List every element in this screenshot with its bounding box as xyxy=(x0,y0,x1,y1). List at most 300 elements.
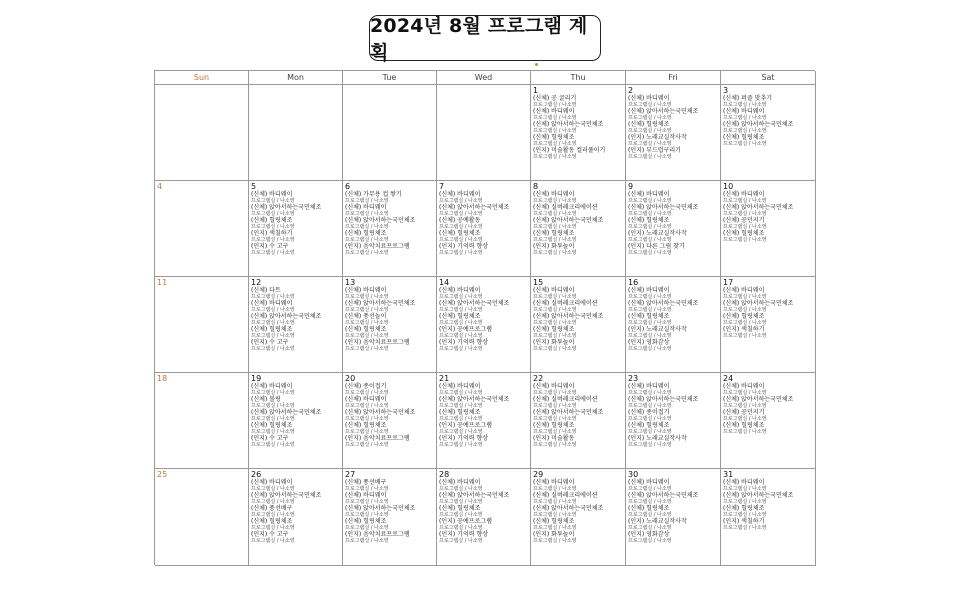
day-number: 1 xyxy=(533,86,539,95)
program-event xyxy=(251,300,342,313)
event-location: 프로그램실 / 나소영 xyxy=(628,294,672,300)
program-event xyxy=(251,326,342,339)
event-title: (인지) 공예프로그램 xyxy=(439,518,492,525)
program-event xyxy=(345,243,436,256)
event-location: 프로그램실 / 나소영 xyxy=(628,486,672,492)
day-number: 6 xyxy=(345,182,351,191)
event-location: 프로그램실 / 나소영 xyxy=(533,499,577,505)
calendar-day-cell[interactable] xyxy=(249,469,343,566)
program-event xyxy=(533,339,625,352)
event-location: 프로그램실 / 나소영 xyxy=(439,320,483,326)
program-event xyxy=(628,230,720,243)
program-event xyxy=(628,505,720,518)
event-location: 프로그램실 / 나소영 xyxy=(251,307,295,313)
program-event xyxy=(439,409,530,422)
program-event xyxy=(628,518,720,531)
program-event xyxy=(345,505,436,518)
program-event xyxy=(723,95,815,108)
event-location: 프로그램실 / 나소영 xyxy=(345,499,389,505)
event-location: 프로그램실 / 나소영 xyxy=(251,442,295,448)
event-title: (신체) 실버레크리에이션 xyxy=(533,300,598,307)
event-location: 프로그램실 / 나소영 xyxy=(723,307,767,313)
program-event xyxy=(439,300,530,313)
event-location: 프로그램실 / 나소영 xyxy=(345,512,389,518)
event-title: (신체) 앉아서하는국민체조 xyxy=(251,409,322,416)
event-location: 프로그램실 / 나소영 xyxy=(533,333,577,339)
calendar-day-cell[interactable] xyxy=(155,373,249,469)
event-title: (신체) 앉아서하는국민체조 xyxy=(439,492,510,499)
calendar-day-cell[interactable] xyxy=(721,85,816,181)
program-event xyxy=(723,134,815,147)
program-event xyxy=(628,204,720,217)
event-location: 프로그램실 / 나소영 xyxy=(533,115,577,121)
event-title: (신체) 퍼즐 맞추기 xyxy=(723,95,773,102)
weekday-header-2: Tue xyxy=(343,71,437,85)
program-event xyxy=(723,409,815,422)
event-title: (신체) 바디웨이 xyxy=(533,479,575,486)
event-title: (신체) 바디웨이 xyxy=(439,191,481,198)
day-number: 14 xyxy=(439,278,450,287)
calendar-day-cell[interactable] xyxy=(343,85,437,181)
event-title: (신체) 바디웨이 xyxy=(628,95,670,102)
program-event xyxy=(533,121,625,134)
event-title: (인지) 미술활동 컬러풀이기 xyxy=(533,147,606,154)
calendar-day-cell[interactable] xyxy=(343,469,437,566)
event-title: (인지) 음악치료프로그램 xyxy=(345,435,410,442)
event-title: (신체) 힐링체조 xyxy=(533,134,575,141)
event-title: (신체) 공 굴리기 xyxy=(533,95,577,102)
event-title: (신체) 바디웨이 xyxy=(628,191,670,198)
event-title: (신체) 앉아서하는국민체조 xyxy=(251,204,322,211)
event-title: (신체) 바디웨이 xyxy=(439,479,481,486)
event-location: 프로그램실 / 나소영 xyxy=(723,294,767,300)
event-title: (신체) 앉아서하는국민체조 xyxy=(251,492,322,499)
program-event xyxy=(628,300,720,313)
calendar-day-cell[interactable] xyxy=(249,181,343,277)
event-location: 프로그램실 / 나소영 xyxy=(439,224,483,230)
event-location: 프로그램실 / 나소영 xyxy=(533,403,577,409)
calendar-day-cell[interactable] xyxy=(531,181,626,277)
program-event xyxy=(439,383,530,396)
program-event xyxy=(345,492,436,505)
program-event xyxy=(345,204,436,217)
program-event xyxy=(723,326,815,339)
event-title: (신체) 힐링체조 xyxy=(533,230,575,237)
program-event xyxy=(628,492,720,505)
calendar-day-cell[interactable] xyxy=(531,469,626,566)
calendar-day-cell[interactable] xyxy=(721,373,816,469)
day-number: 22 xyxy=(533,374,544,383)
event-title: (신체) 바디웨이 xyxy=(251,383,293,390)
program-event xyxy=(345,191,436,204)
program-event xyxy=(628,121,720,134)
program-event xyxy=(345,339,436,352)
program-event xyxy=(533,147,625,160)
day-number: 30 xyxy=(628,470,639,479)
calendar-day-cell[interactable] xyxy=(155,181,249,277)
event-location: 프로그램실 / 나소영 xyxy=(345,390,389,396)
event-title: (신체) 바디웨이 xyxy=(723,108,765,115)
event-location: 프로그램실 / 나소영 xyxy=(628,499,672,505)
event-title: (신체) 볼링 xyxy=(251,396,281,403)
event-location: 프로그램실 / 나소영 xyxy=(628,525,672,531)
program-event xyxy=(439,435,530,448)
event-title: (신체) 공예활동 xyxy=(439,217,481,224)
program-event xyxy=(345,518,436,531)
event-location: 프로그램실 / 나소영 xyxy=(628,512,672,518)
weekday-header-1: Mon xyxy=(249,71,343,85)
program-event xyxy=(345,383,436,396)
day-number: 9 xyxy=(628,182,634,191)
program-event xyxy=(345,479,436,492)
event-location: 프로그램실 / 나소영 xyxy=(345,538,389,544)
calendar-day-cell[interactable] xyxy=(249,85,343,181)
event-location: 프로그램실 / 나소영 xyxy=(723,211,767,217)
event-title: (신체) 바디웨이 xyxy=(533,108,575,115)
event-location: 프로그램실 / 나소영 xyxy=(533,211,577,217)
event-title: (신체) 앉아서하는국민체조 xyxy=(345,409,416,416)
day-number: 15 xyxy=(533,278,544,287)
event-location: 프로그램실 / 나소영 xyxy=(628,102,672,108)
event-location: 프로그램실 / 나소영 xyxy=(723,429,767,435)
event-location: 프로그램실 / 나소영 xyxy=(628,128,672,134)
program-event xyxy=(439,531,530,544)
day-number: 3 xyxy=(723,86,729,95)
day-number: 26 xyxy=(251,470,262,479)
event-location: 프로그램실 / 나소영 xyxy=(533,154,577,160)
program-event xyxy=(533,191,625,204)
event-title: (신체) 바디웨이 xyxy=(345,287,387,294)
event-title: (인지) 공예프로그램 xyxy=(439,326,492,333)
event-title: (신체) 앉아서하는국민체조 xyxy=(533,121,604,128)
day-number: 10 xyxy=(723,182,734,191)
day-number: 18 xyxy=(157,374,168,383)
event-title: (신체) 힐링체조 xyxy=(628,422,670,429)
weekday-header-6: Sat xyxy=(721,71,816,85)
program-event xyxy=(439,422,530,435)
calendar-day-cell[interactable] xyxy=(437,373,531,469)
calendar-day-cell[interactable] xyxy=(249,277,343,373)
event-title: (인지) 노래교실작사작 xyxy=(628,230,687,237)
event-title: (신체) 바디웨이 xyxy=(251,191,293,198)
program-event xyxy=(251,230,342,243)
event-location: 프로그램실 / 나소영 xyxy=(723,525,767,531)
program-event xyxy=(628,147,720,160)
program-event xyxy=(628,217,720,230)
event-location: 프로그램실 / 나소영 xyxy=(628,154,672,160)
calendar-day-cell[interactable] xyxy=(626,277,721,373)
program-event xyxy=(251,204,342,217)
event-title: (신체) 바디웨이 xyxy=(345,204,387,211)
calendar-day-cell[interactable] xyxy=(437,277,531,373)
program-event xyxy=(628,531,720,544)
calendar-day-cell[interactable] xyxy=(721,469,816,566)
program-event xyxy=(345,326,436,339)
program-event xyxy=(439,505,530,518)
event-location: 프로그램실 / 나소영 xyxy=(533,102,577,108)
event-location: 프로그램실 / 나소영 xyxy=(628,198,672,204)
event-location: 프로그램실 / 나소영 xyxy=(723,198,767,204)
calendar-day-cell[interactable] xyxy=(626,373,721,469)
event-title: (신체) 힐링체조 xyxy=(439,230,481,237)
program-event xyxy=(533,204,625,217)
event-location: 프로그램실 / 나소영 xyxy=(723,416,767,422)
event-location: 프로그램실 / 나소영 xyxy=(251,403,295,409)
program-event xyxy=(723,217,815,230)
event-title: (인지) 화투놀이 xyxy=(533,531,575,538)
event-title: (인지) 화투놀이 xyxy=(533,339,575,346)
event-location: 프로그램실 / 나소영 xyxy=(533,416,577,422)
event-location: 프로그램실 / 나소영 xyxy=(345,486,389,492)
event-location: 프로그램실 / 나소영 xyxy=(439,442,483,448)
event-title: (신체) 풍선놀이 xyxy=(345,313,387,320)
calendar-day-cell[interactable] xyxy=(531,277,626,373)
event-location: 프로그램실 / 나소영 xyxy=(628,390,672,396)
day-number: 4 xyxy=(157,182,163,191)
program-event xyxy=(345,409,436,422)
event-location: 프로그램실 / 나소영 xyxy=(251,346,295,352)
day-number: 20 xyxy=(345,374,356,383)
event-location: 프로그램실 / 나소영 xyxy=(723,141,767,147)
event-location: 프로그램실 / 나소영 xyxy=(439,486,483,492)
program-event xyxy=(723,422,815,435)
program-event xyxy=(628,396,720,409)
program-event xyxy=(533,230,625,243)
event-location: 프로그램실 / 나소영 xyxy=(251,294,295,300)
event-location: 프로그램실 / 나소영 xyxy=(251,486,295,492)
program-event xyxy=(439,339,530,352)
event-location: 프로그램실 / 나소영 xyxy=(439,538,483,544)
event-location: 프로그램실 / 나소영 xyxy=(723,102,767,108)
program-event xyxy=(628,95,720,108)
program-event xyxy=(251,243,342,256)
weekday-header-3: Wed xyxy=(437,71,531,85)
event-title: (신체) 다트 xyxy=(251,287,281,294)
program-event xyxy=(628,339,720,352)
event-title: (인지) 부드럽구리기 xyxy=(628,147,681,154)
event-location: 프로그램실 / 나소영 xyxy=(251,320,295,326)
event-title: (신체) 앉아서하는국민체조 xyxy=(439,396,510,403)
program-event xyxy=(533,518,625,531)
event-location: 프로그램실 / 나소영 xyxy=(723,115,767,121)
calendar-day-cell[interactable] xyxy=(343,181,437,277)
calendar-day-cell[interactable] xyxy=(343,373,437,469)
calendar-day-cell[interactable] xyxy=(531,373,626,469)
event-title: (인지) 공예프로그램 xyxy=(439,422,492,429)
event-title: (신체) 앉아서하는국민체조 xyxy=(628,108,699,115)
program-event xyxy=(628,243,720,256)
event-location: 프로그램실 / 나소영 xyxy=(439,307,483,313)
calendar-day-cell[interactable] xyxy=(249,373,343,469)
event-location: 프로그램실 / 나소영 xyxy=(345,250,389,256)
calendar-day-cell[interactable] xyxy=(343,277,437,373)
event-title: (인지) 음악치료프로그램 xyxy=(345,531,410,538)
event-location: 프로그램실 / 나소영 xyxy=(723,237,767,243)
event-title: (인지) 노래교실작사작 xyxy=(628,435,687,442)
program-event xyxy=(251,191,342,204)
event-location: 프로그램실 / 나소영 xyxy=(251,198,295,204)
event-location: 프로그램실 / 나소영 xyxy=(251,525,295,531)
calendar-day-cell[interactable] xyxy=(626,85,721,181)
event-location: 프로그램실 / 나소영 xyxy=(533,525,577,531)
day-number: 21 xyxy=(439,374,450,383)
program-event xyxy=(439,243,530,256)
event-location: 프로그램실 / 나소영 xyxy=(251,429,295,435)
calendar-day-cell[interactable] xyxy=(437,181,531,277)
program-event xyxy=(533,492,625,505)
calendar-day-cell[interactable] xyxy=(626,469,721,566)
program-event xyxy=(628,409,720,422)
program-event xyxy=(345,422,436,435)
program-event xyxy=(723,518,815,531)
day-number: 13 xyxy=(345,278,356,287)
event-location: 프로그램실 / 나소영 xyxy=(533,250,577,256)
program-event xyxy=(723,121,815,134)
day-number xyxy=(439,86,530,95)
event-title: (인지) 영화감상 xyxy=(628,531,670,538)
event-title: (신체) 힐링체조 xyxy=(251,326,293,333)
calendar-day-cell[interactable] xyxy=(437,469,531,566)
weekday-header-row xyxy=(155,71,815,85)
program-event xyxy=(439,518,530,531)
program-event xyxy=(723,230,815,243)
event-title: (신체) 힐링체조 xyxy=(251,217,293,224)
event-location: 프로그램실 / 나소영 xyxy=(345,224,389,230)
calendar-day-cell[interactable] xyxy=(531,85,626,181)
event-title: (신체) 힐링체조 xyxy=(345,422,387,429)
event-title: (신체) 앉아서하는국민체조 xyxy=(533,217,604,224)
calendar-day-cell[interactable] xyxy=(626,181,721,277)
event-title: (신체) 힐링체조 xyxy=(723,313,765,320)
event-title: (신체) 바디웨이 xyxy=(723,479,765,486)
program-event xyxy=(439,396,530,409)
calendar-day-cell[interactable] xyxy=(721,181,816,277)
program-event xyxy=(628,326,720,339)
event-location: 프로그램실 / 나소영 xyxy=(723,512,767,518)
program-event xyxy=(251,313,342,326)
program-event xyxy=(628,191,720,204)
program-event xyxy=(533,479,625,492)
event-location: 프로그램실 / 나소영 xyxy=(439,525,483,531)
program-event xyxy=(533,383,625,396)
event-title: (신체) 힐링체조 xyxy=(251,422,293,429)
event-title: (인지) 다른 그림 찾기 xyxy=(628,243,685,250)
event-location: 프로그램실 / 나소영 xyxy=(251,416,295,422)
event-location: 프로그램실 / 나소영 xyxy=(723,390,767,396)
event-title: (신체) 앉아서하는국민체조 xyxy=(723,204,794,211)
event-location: 프로그램실 / 나소영 xyxy=(345,198,389,204)
program-event xyxy=(439,191,530,204)
program-event xyxy=(533,409,625,422)
event-location: 프로그램실 / 나소영 xyxy=(439,237,483,243)
event-title: (신체) 공던지기 xyxy=(723,217,765,224)
event-location: 프로그램실 / 나소영 xyxy=(251,390,295,396)
event-location: 프로그램실 / 나소영 xyxy=(439,294,483,300)
day-number: 23 xyxy=(628,374,639,383)
calendar-day-cell[interactable] xyxy=(437,85,531,181)
event-title: (신체) 바디웨이 xyxy=(723,383,765,390)
event-title: (신체) 실버레크리에이션 xyxy=(533,204,598,211)
day-number: 28 xyxy=(439,470,450,479)
event-title: (신체) 공던지기 xyxy=(723,409,765,416)
program-event xyxy=(345,300,436,313)
event-location: 프로그램실 / 나소영 xyxy=(251,538,295,544)
program-event xyxy=(251,479,342,492)
event-location: 프로그램실 / 나소영 xyxy=(439,390,483,396)
event-title: (신체) 앉아서하는국민체조 xyxy=(628,492,699,499)
event-location: 프로그램실 / 나소영 xyxy=(533,486,577,492)
calendar-day-cell[interactable] xyxy=(155,85,249,181)
title-box xyxy=(369,15,601,64)
event-title: (신체) 실버레크리에이션 xyxy=(533,492,598,499)
event-location: 프로그램실 / 나소영 xyxy=(439,211,483,217)
program-event xyxy=(251,217,342,230)
event-title: (신체) 힐링체조 xyxy=(723,505,765,512)
program-event xyxy=(628,479,720,492)
day-number: 12 xyxy=(251,278,262,287)
event-title: (신체) 바디웨이 xyxy=(533,383,575,390)
event-location: 프로그램실 / 나소영 xyxy=(345,416,389,422)
program-event xyxy=(345,396,436,409)
event-title: (신체) 힐링체조 xyxy=(439,313,481,320)
event-location: 프로그램실 / 나소영 xyxy=(533,294,577,300)
program-event xyxy=(439,326,530,339)
event-title: (인지) 음악치료프로그램 xyxy=(345,243,410,250)
program-event xyxy=(723,383,815,396)
program-event xyxy=(345,531,436,544)
program-event xyxy=(251,435,342,448)
event-location: 프로그램실 / 나소영 xyxy=(723,128,767,134)
event-title: (신체) 앉아서하는국민체조 xyxy=(628,300,699,307)
event-title: (신체) 앉아서하는국민체조 xyxy=(439,204,510,211)
event-title: (인지) 노래교실작사작 xyxy=(628,518,687,525)
calendar-day-cell[interactable] xyxy=(155,469,249,566)
program-event xyxy=(533,531,625,544)
event-location: 프로그램실 / 나소영 xyxy=(628,250,672,256)
program-event xyxy=(439,479,530,492)
program-event xyxy=(345,435,436,448)
calendar-day-cell[interactable] xyxy=(721,277,816,373)
program-event xyxy=(723,479,815,492)
event-location: 프로그램실 / 나소영 xyxy=(628,307,672,313)
program-event xyxy=(533,313,625,326)
event-location: 프로그램실 / 나소영 xyxy=(533,224,577,230)
event-title: (신체) 바디웨이 xyxy=(533,287,575,294)
program-event xyxy=(533,422,625,435)
program-event xyxy=(723,300,815,313)
program-event xyxy=(439,230,530,243)
event-location: 프로그램실 / 나소영 xyxy=(345,320,389,326)
calendar-day-cell[interactable] xyxy=(155,277,249,373)
event-location: 프로그램실 / 나소영 xyxy=(533,307,577,313)
event-location: 프로그램실 / 나소영 xyxy=(345,525,389,531)
program-event xyxy=(439,492,530,505)
program-event xyxy=(439,287,530,300)
event-location: 프로그램실 / 나소영 xyxy=(439,333,483,339)
event-title: (신체) 힐링체조 xyxy=(533,518,575,525)
event-title: (신체) 힐링체조 xyxy=(628,505,670,512)
event-location: 프로그램실 / 나소영 xyxy=(628,141,672,147)
event-title: (신체) 바디웨이 xyxy=(345,396,387,403)
event-title: (신체) 앉아서하는국민체조 xyxy=(345,217,416,224)
event-location: 프로그램실 / 나소영 xyxy=(723,499,767,505)
event-title: (신체) 힐링체조 xyxy=(723,422,765,429)
program-event xyxy=(533,287,625,300)
event-location: 프로그램실 / 나소영 xyxy=(439,346,483,352)
program-event xyxy=(439,217,530,230)
event-location: 프로그램실 / 나소영 xyxy=(439,416,483,422)
program-event xyxy=(533,300,625,313)
